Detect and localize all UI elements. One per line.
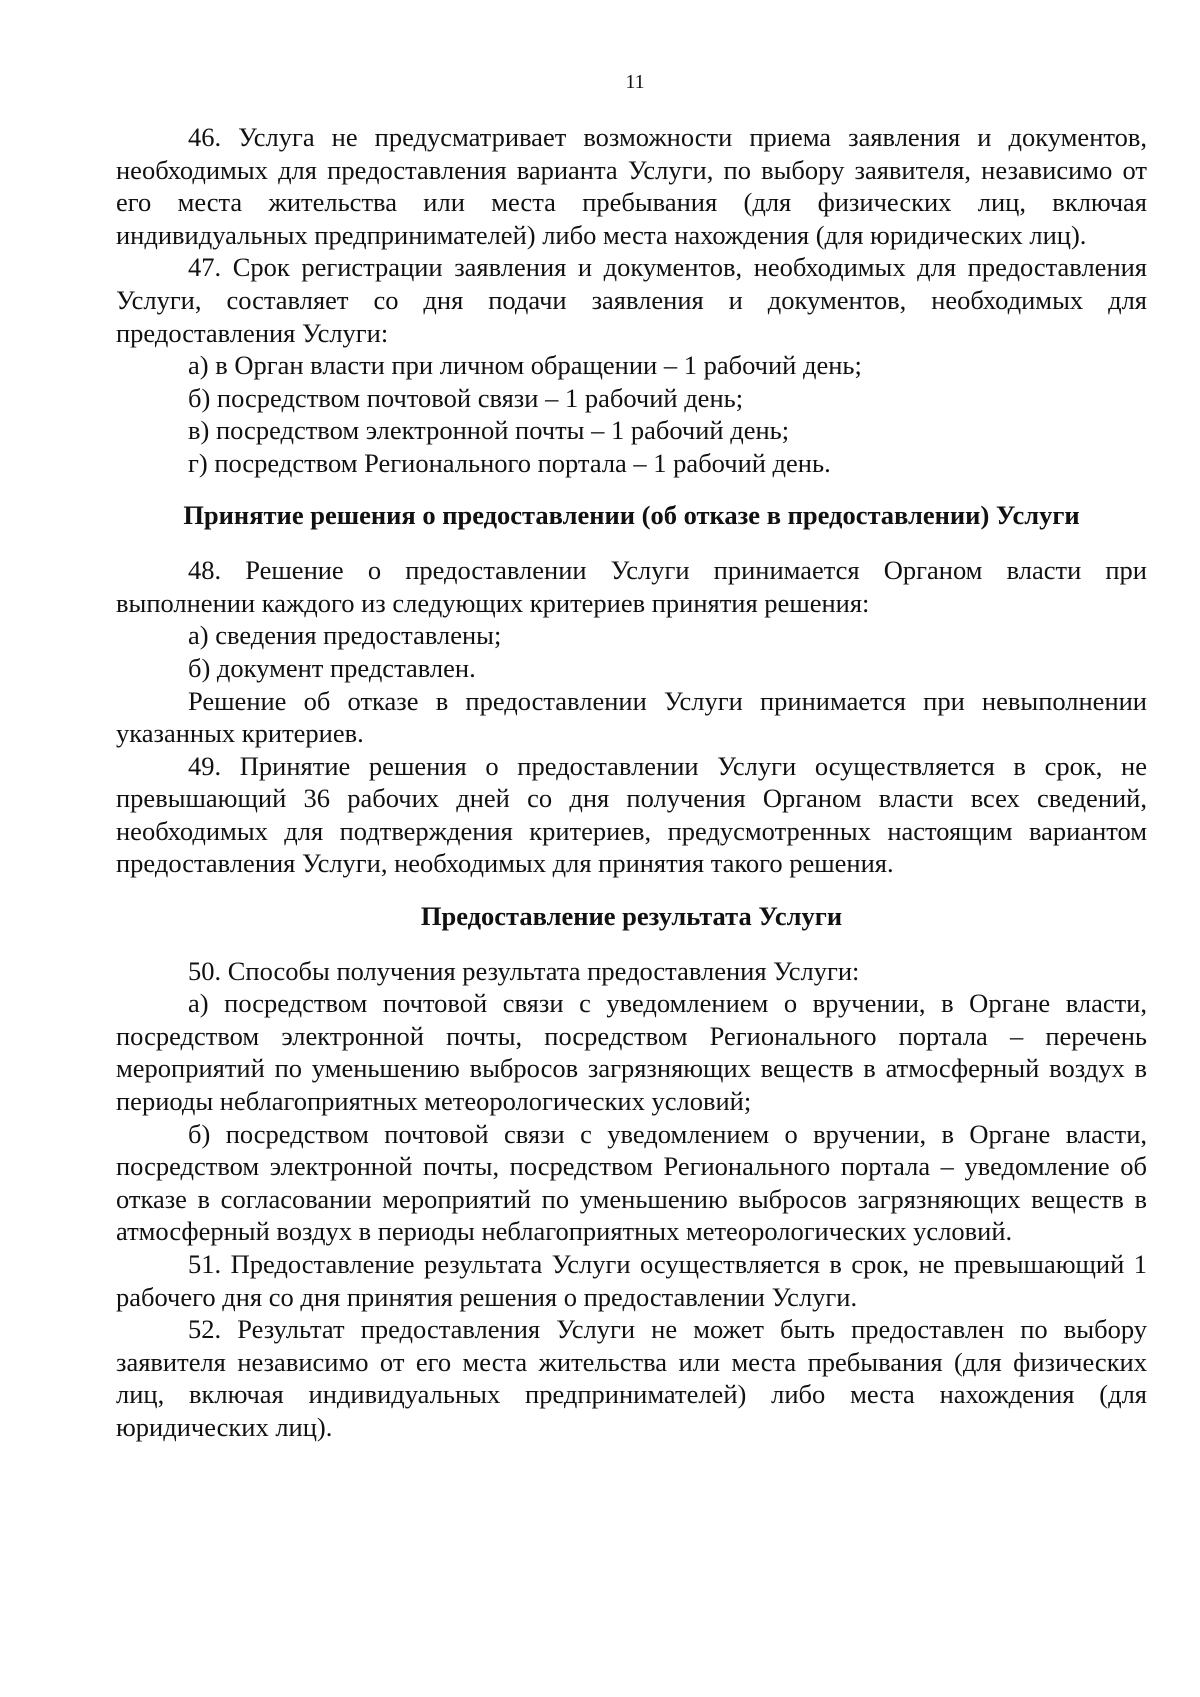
paragraph-48: 48. Решение о предоставлении Услуги принимается Органом власти при выполнении каждого из следующих критериев принятия решения: (116, 555, 1147, 618)
list-item-47c: в) посредством электронной почты – 1 рабочий день; (188, 415, 790, 446)
list-item-47a: а) в Орган власти при личном обращении – 1 рабочий день; (188, 350, 862, 381)
paragraph-51: 51. Предоставление результата Услуги осуществляется в срок, не превышающий 1 рабочего дня со дня принятия решения о предоставлении Услуги. (116, 1249, 1147, 1312)
list-item-50b: б) посредством почтовой связи с уведомлением о вручении, в Органе власти, посредством электронной почты, посредством Регионального портала – уведомление об отказе в согласовании мероприятий по уменьшению выбросов загрязняющих веществ в атмосферный воздух в периоды неблагоприятных метеорологических условий. (116, 1118, 1147, 1247)
list-item-47d: г) посредством Регионального портала – 1 рабочий день. (188, 447, 831, 478)
list-item-48b: б) документ представлен. (188, 652, 476, 683)
paragraph-46: 46. Услуга не предусматривает возможности приема заявления и документов, необходимых для предоставления варианта Услуги, по выбору заявителя, независимо от его места жительства или места пребывания (для физических лиц, включая индивидуальных предпринимателей) либо места нахождения (для юридических лиц). (116, 122, 1147, 250)
paragraph-49: 49. Принятие решения о предоставлении Услуги осуществляется в срок, не превышающий 36 рабочих дней со дня получения Органом власти всех сведений, необходимых для подтверждения критериев, предусмотренных настоящим вариантом предоставления Услуги, необходимых для принятия такого решения. (116, 750, 1147, 879)
paragraph-47: 47. Срок регистрации заявления и документов, необходимых для предоставления Услуги, составляет со дня подачи заявления и документов, необходимых для предоставления Услуги: (116, 252, 1147, 348)
paragraph-refusal: Решение об отказе в предоставлении Услуги принимается при невыполнении указанных критериев. (116, 685, 1147, 749)
list-item-48a: а) сведения предоставлены; (188, 620, 502, 651)
page-number: 11 (625, 71, 645, 93)
list-item-50a: а) посредством почтовой связи с уведомлением о вручении, в Органе власти, посредством электронной почты, посредством Регионального портала – перечень мероприятий по уменьшению выбросов загрязняющих веществ в атмосферный воздух в периоды неблагоприятных метеорологических условий; (116, 988, 1147, 1117)
section-heading-result: Предоставление результата Услуги (420, 901, 843, 932)
paragraph-52: 52. Результат предоставления Услуги не может быть предоставлен по выбору заявителя независимо от его места жительства или места пребывания (для физических лиц, включая индивидуальных предпринимателей) либо места нахождения (для юридических лиц). (116, 1314, 1147, 1442)
section-heading-decision: Принятие решения о предоставлении (об отказе в предоставлении) Услуги (183, 499, 1080, 530)
document-body (116, 121, 1147, 1444)
paragraph-50: 50. Способы получения результата предоставления Услуги: (188, 955, 860, 986)
list-item-47b: б) посредством почтовой связи – 1 рабочий день; (188, 382, 744, 413)
